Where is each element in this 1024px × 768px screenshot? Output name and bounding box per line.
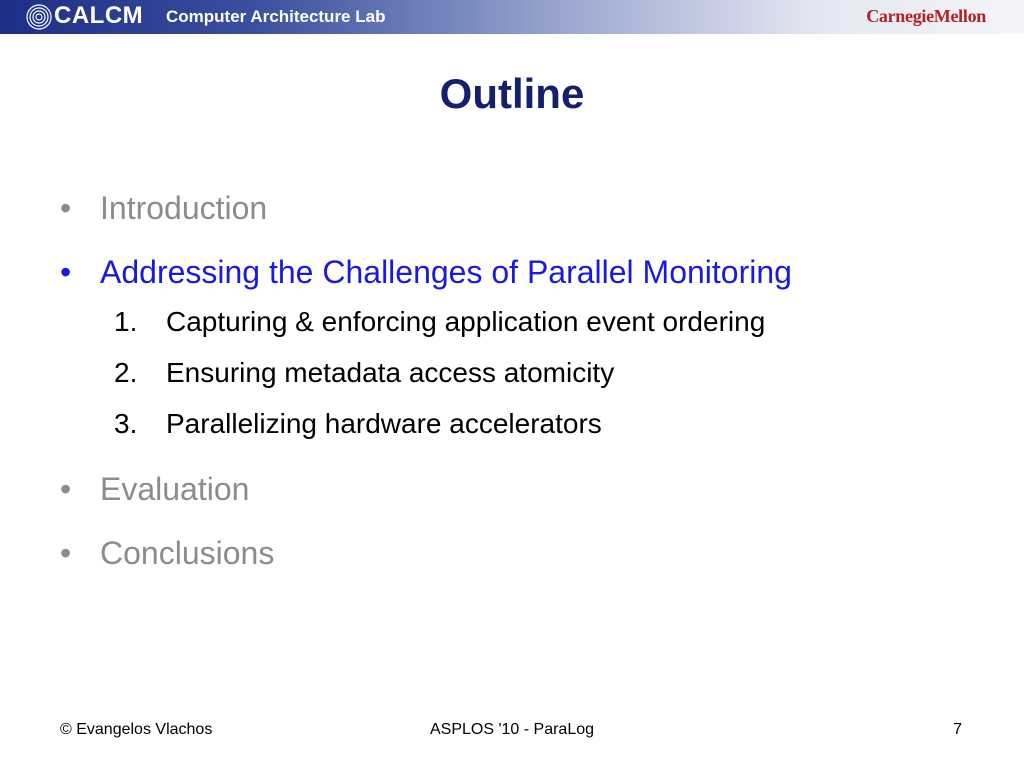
concentric-circles-icon: [26, 4, 52, 30]
sublist-item-ordering: [114, 296, 846, 347]
outline-sublist: [114, 296, 846, 449]
page-number: 7: [953, 721, 962, 738]
sublist-number: 1.: [114, 306, 138, 337]
bullet-glyph: •: [60, 535, 72, 571]
footer-event: ASPLOS '10 - ParaLog: [429, 721, 595, 738]
outline-item-introduction: [60, 184, 792, 232]
footer-author: © Evangelos Vlachos: [60, 721, 213, 738]
bullet-glyph: •: [60, 190, 72, 226]
bullet-glyph: •: [60, 471, 72, 507]
slide-title: Outline: [439, 70, 585, 117]
outline-item-challenges: [60, 248, 792, 296]
outline-item-evaluation: [60, 465, 792, 513]
lab-name: Computer Architecture Lab: [166, 7, 386, 26]
header-banner: [0, 0, 1024, 34]
outline-sublist-container: [60, 296, 792, 449]
sublist-number: 2.: [114, 357, 138, 388]
university-logo-text: CarnegieMellon: [866, 6, 986, 26]
sublist-label: Parallelizing hardware accelerators: [166, 408, 602, 439]
calcm-logo-text: CALCM: [54, 2, 144, 29]
sublist-label: Ensuring metadata access atomicity: [166, 357, 615, 388]
outline-item-label: Addressing the Challenges of Parallel Monitoring: [100, 254, 792, 290]
outline-item-conclusions: [60, 529, 792, 577]
outline-item-label: Evaluation: [100, 471, 250, 507]
sublist-label: Capturing & enforcing application event ordering: [166, 306, 766, 337]
bullet-glyph: •: [60, 254, 72, 290]
sublist-number: 3.: [114, 408, 138, 439]
sublist-item-atomicity: [114, 347, 846, 398]
outline-list: [60, 184, 792, 577]
sublist-item-accelerators: [114, 398, 846, 449]
outline-item-label: Conclusions: [100, 535, 275, 571]
outline-item-label: Introduction: [100, 190, 268, 226]
